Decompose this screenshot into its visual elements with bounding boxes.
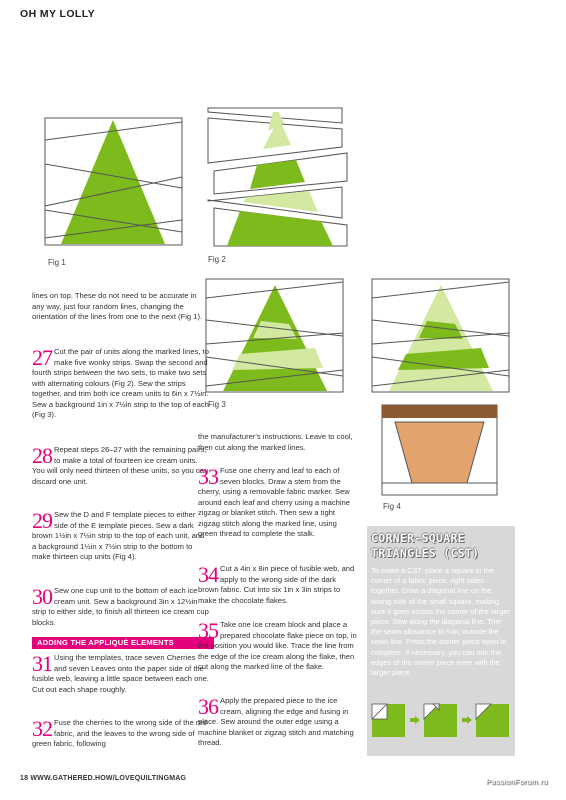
sidebar-title: CORNER-SQUARE TRIANGLES (CST)	[371, 531, 480, 560]
step-number: 29	[32, 508, 52, 533]
figure-4-label: Fig 4	[383, 502, 401, 511]
step-text: Cut the pair of units along the marked lines, to make five wonky strips. Swap the second and fourth strips between the two sets, to make two sets with alternating colours (Fig 2). Sew the strips together, and trim both ice cream units to 6in x 7½in. Sew a background 1in x 7½in strip to the top of each (Fig 3).	[32, 347, 209, 419]
step-31	[32, 653, 209, 695]
step-33	[198, 466, 358, 540]
continued-paragraph: the manufacturer's instructions. Leave to cool, then cut along the marked lines.	[198, 432, 353, 452]
step-text: Repeat steps 26–27 with the remaining pairs, to make a total of fourteen ice cream units. You will only need thirteen of these units, so you can discard one unit.	[32, 445, 209, 486]
step-number: 27	[32, 345, 52, 370]
arrow-right-icon	[410, 716, 420, 724]
section-heading: ADDING THE APPLIQUÉ ELEMENTS	[32, 637, 214, 649]
figure-1-label: Fig 1	[48, 258, 66, 267]
step-text: Using the templates, trace seven Cherries and seven Leaves onto the paper side of the fusible web, leaving a little space between each one. Cut out each shape roughly.	[32, 653, 209, 694]
step-text: Fuse one cherry and leaf to each of seven blocks. Draw a stem from the cherry, using a removable fabric marker. Sew around each leaf and cherry using a machine zigzag or blanket stitch. Then sew a tight zigzag stitch along the marked line, using green thread to complete the stalk.	[198, 466, 350, 538]
figure-3-left-block	[205, 278, 345, 398]
watermark: PassionForum.ru	[486, 777, 548, 786]
sidebar-text: To make a CST, place a square in the corner of a fabric piece, right sides together. Draw a diagonal line on the wrong side of the small square, making sure it goes across the corner of the larger piece. Sew along the diagonal line. Trim the seam allowance to ¼in, outside the sewn line. Press the corner piece open to complete. If necessary, you can trim the edges of the corner piece even with the larger piece.	[371, 566, 510, 678]
step-number: 35	[198, 618, 218, 643]
step-35	[198, 620, 358, 673]
cst-diagram	[371, 703, 511, 739]
step-29	[32, 510, 209, 563]
figure-2-illustration	[205, 105, 355, 250]
step-30	[32, 586, 209, 628]
figure-3-right-block	[371, 278, 511, 398]
step-number: 33	[198, 464, 218, 489]
step-32	[32, 718, 209, 750]
step-text: Fuse the cherries to the wrong side of the red fabric, and the leaves to the wrong side of green fabric, following	[32, 718, 207, 748]
step-28	[32, 445, 209, 487]
step-text: Sew one cup unit to the bottom of each ice cream unit. Sew a background 3in x 12½in strip to either side, to finish all thirteen ice cream cup blocks.	[32, 586, 209, 627]
step-text: Take one ice cream block and place a prepared chocolate flake piece on top, in the position you would like. Trace the line from the edge of the ice cream along the flake, then cut along the marked line of the flake.	[198, 620, 357, 671]
figure-2-label: Fig 2	[208, 255, 226, 264]
figure-3-label: Fig 3	[208, 400, 226, 409]
section-header: OH MY LOLLY	[20, 8, 95, 20]
step-number: 28	[32, 443, 52, 468]
step-number: 32	[32, 716, 52, 741]
cst-step-1-icon	[372, 704, 405, 737]
figure-4-illustration	[381, 404, 501, 498]
step-number: 31	[32, 651, 52, 676]
page-footer: 18 WWW.GATHERED.HOW/LOVEQUILTINGMAG	[20, 775, 187, 782]
step-number: 36	[198, 694, 218, 719]
step-36	[198, 696, 358, 749]
step-number: 30	[32, 584, 52, 609]
step-text: Cut a 4in x 8in piece of fusible web, and apply to the wrong side of the dark brown fabric. Cut into six 1in x 3in strips to make the chocolate flakes.	[198, 564, 355, 605]
arrow-right-icon	[462, 716, 472, 724]
cst-step-2-icon	[424, 704, 457, 737]
step-text: Apply the prepared piece to the ice cream, aligning the edge and fusing in place. Sew around the outer edge using a machine blanket or zigzag stitch and matching thread.	[198, 696, 354, 747]
figure-1-illustration	[44, 117, 184, 247]
step-text: Sew the D and F template pieces to either side of the E template pieces. Sew a dark brown 1½in x 7½in strip to the top of each unit, and a background 1½in x 7½in strip to the bottom to make thirteen cup units (Fig 4).	[32, 510, 205, 561]
cst-step-3-icon	[476, 704, 509, 737]
step-27	[32, 347, 209, 421]
step-number: 34	[198, 562, 218, 587]
step-34	[198, 564, 358, 606]
intro-paragraph: lines on top. These do not need to be accurate in any way, just four random lines, changing the orientation of the lines from one to the next (Fig 1).	[32, 291, 203, 321]
